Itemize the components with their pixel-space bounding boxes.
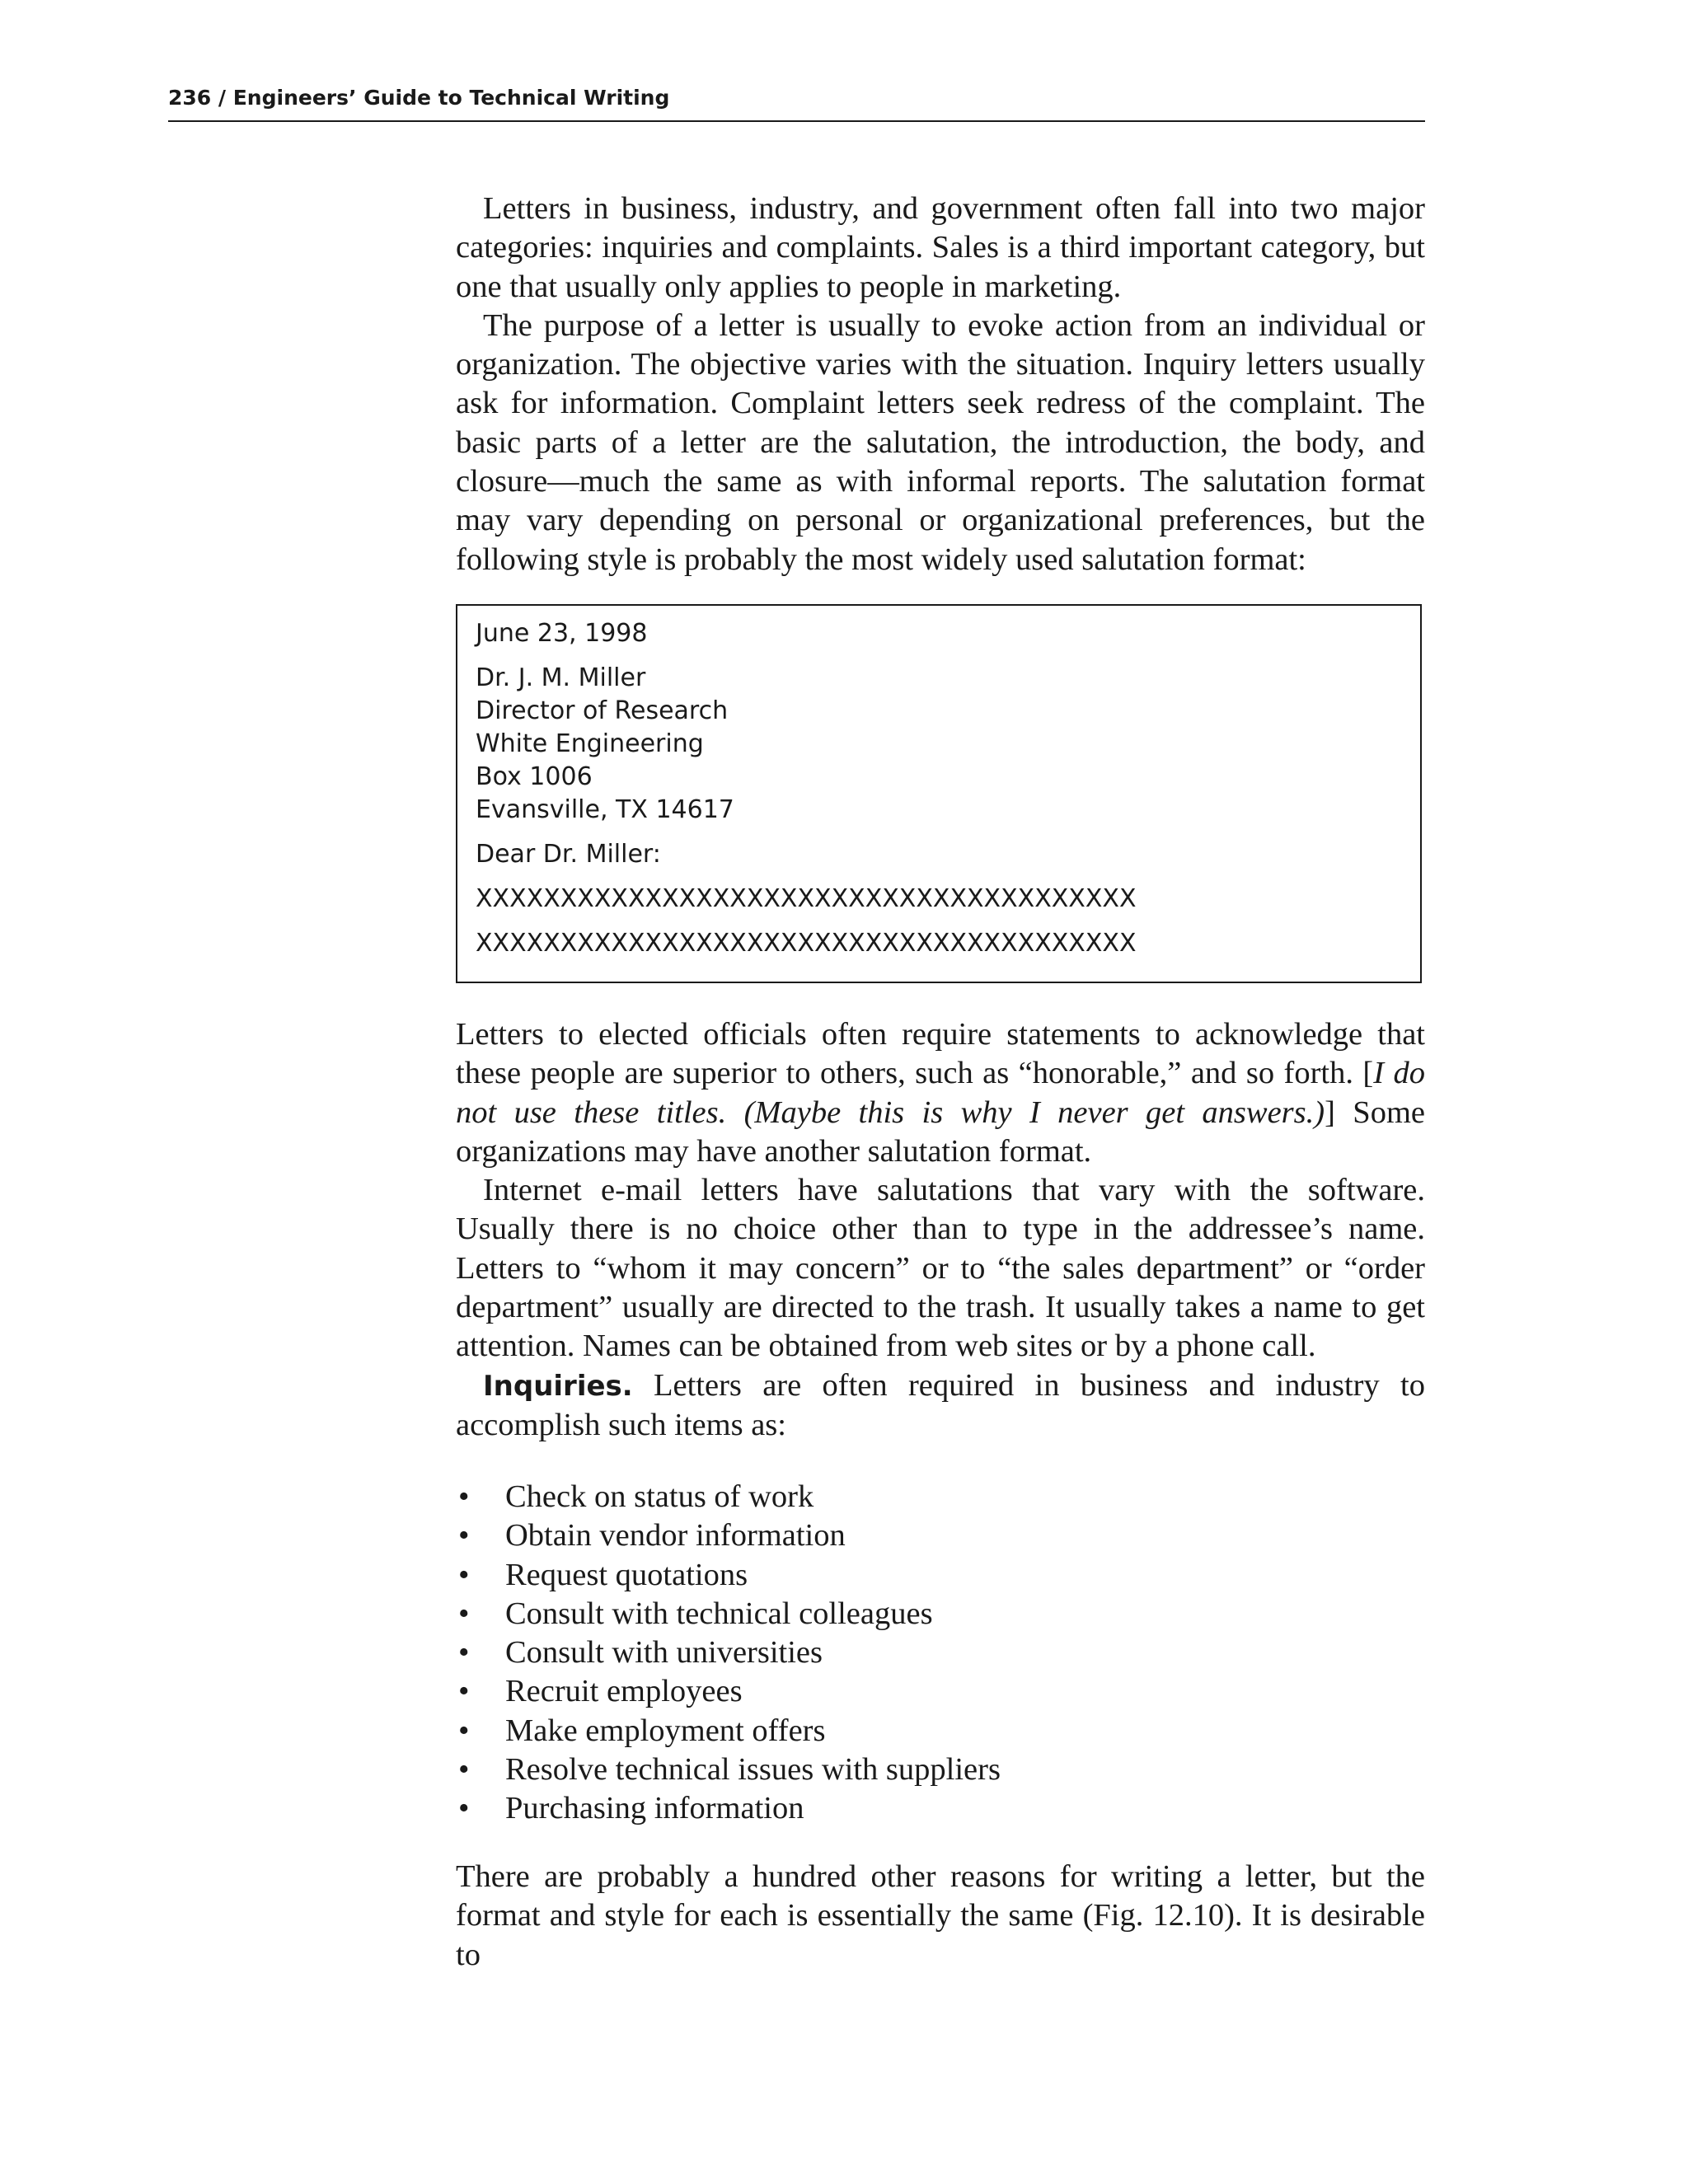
letter-salutation: Dear Dr. Miller: [476, 840, 661, 869]
letter-date: June 23, 1998 [476, 619, 648, 648]
paragraph-internet-email: Internet e-mail letters have salutations that vary with the software. Usually there is no choice other than to type in the addressee’s name. Letters to “whom it may concern” or to “the sales department” or “order department” usually are directed to the trash. It usually takes a name to get attention. Names can be obtained from web sites or by a phone call. [456, 1173, 1425, 1364]
list-item: • Purchasing information [456, 1789, 1425, 1828]
list-item: • Consult with universities [456, 1633, 1425, 1672]
list-item: • Resolve technical issues with suppliers [456, 1750, 1425, 1789]
paragraph-inquiries [456, 1366, 1425, 1446]
letter-body-line: XXXXXXXXXXXXXXXXXXXXXXXXXXXXXXXXXXXXXXX [476, 884, 1137, 913]
letter-recipient-title: Director of Research [476, 696, 729, 725]
letter-recipient-city: Evansville, TX 14617 [476, 795, 734, 824]
letter-body-line: XXXXXXXXXXXXXXXXXXXXXXXXXXXXXXXXXXXXXXX [476, 929, 1137, 958]
paragraph-other-reasons: There are probably a hundred other reasons for writing a letter, but the format and style for each is essentially the same (Fig. 12.10). It is desirable to [456, 1859, 1425, 1972]
letter-recipient-company: White Engineering [476, 729, 704, 758]
sample-letter-box [456, 604, 1422, 983]
header-separator: / [211, 86, 233, 110]
list-item: • Consult with technical colleagues [456, 1595, 1425, 1633]
bullet-icon: • [458, 1791, 470, 1826]
bullet-icon: • [458, 1479, 470, 1514]
bullet-icon: • [458, 1557, 470, 1592]
paragraph-text: Letters to elected officials often require statements to acknowledge that these people are superior to others, such as “honorable,” and so forth. [ [456, 1017, 1425, 1091]
running-head [168, 82, 1425, 122]
inquiries-heading: Inquiries. [483, 1369, 633, 1403]
paragraph-text: ] Some organizations may have another salutation format. [456, 1094, 1425, 1169]
paragraph-text: Letters are often required in business and industry to accomplish such items as: [456, 1367, 1425, 1442]
body-text-block [456, 1015, 1425, 1445]
bullet-icon: • [458, 1713, 470, 1748]
list-item: • Check on status of work [456, 1478, 1425, 1516]
inquiry-items-list [456, 1478, 1425, 1829]
list-item: • Make employment offers [456, 1712, 1425, 1750]
list-item: • Obtain vendor information [456, 1516, 1425, 1555]
paragraph-letter-purpose: The purpose of a letter is usually to evoke action from an individual or organization. The objective varies with the situation. Inquiry letters usually ask for information. Complaint letters seek redress of the complaint. The basic parts of a letter are the salutation, the introduction, the body, and closure—much the same as with informal reports. The salutation format may vary depending on personal or organizational preferences, but the following style is probably the most widely used salutation format: [456, 307, 1425, 577]
page-number: 236 [168, 86, 212, 110]
bullet-icon: • [458, 1752, 470, 1788]
list-item: • Recruit employees [456, 1672, 1425, 1711]
bullet-icon: • [458, 1518, 470, 1554]
paragraph-letter-categories: Letters in business, industry, and government often fall into two major categories: inquiries and complaints. Sales is a third important category, but one that usually only applies to people in marketing. [456, 191, 1425, 304]
list-item: • Request quotations [456, 1556, 1425, 1595]
bullet-icon: • [458, 1596, 470, 1631]
bullet-icon: • [458, 1674, 470, 1709]
closing-text-block [456, 1858, 1425, 1975]
letter-recipient-name: Dr. J. M. Miller [476, 663, 646, 692]
intro-text-block [456, 190, 1425, 579]
bullet-icon: • [458, 1635, 470, 1671]
book-title: Engineers’ Guide to Technical Writing [232, 86, 670, 110]
paragraph-elected-officials [456, 1015, 1425, 1171]
author-aside: I do not use these titles. (Maybe this is why I never get answers.) [456, 1056, 1425, 1130]
letter-recipient-box: Box 1006 [476, 762, 593, 791]
